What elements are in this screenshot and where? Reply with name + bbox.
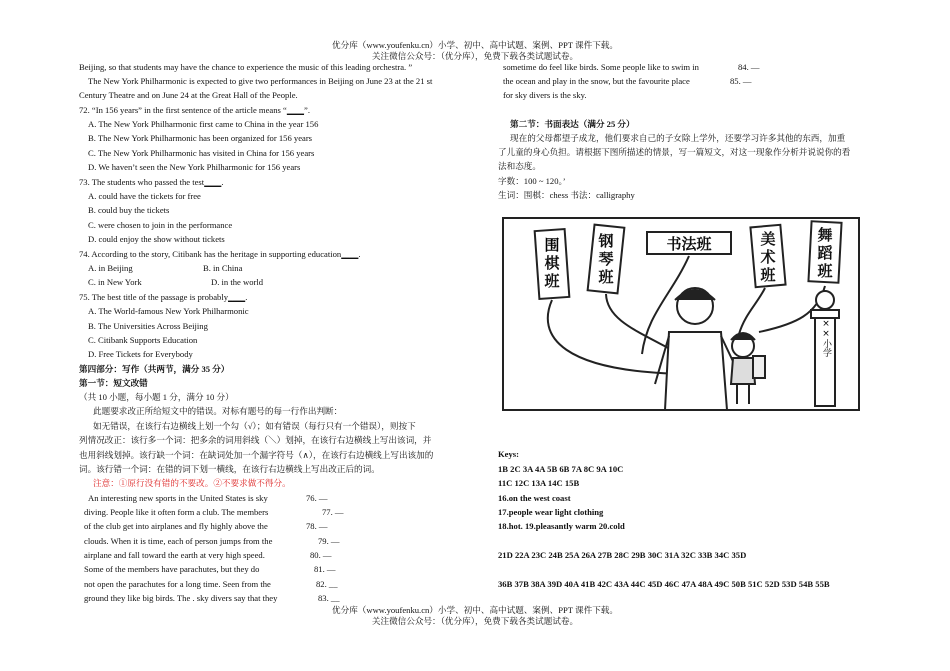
sign-piano-char3: 班 (598, 268, 614, 286)
option-75-d: D. Free Tickets for Everybody (88, 349, 193, 359)
essay-line: the ocean and play in the snow, but the favourite place (503, 76, 690, 86)
gate-cap (811, 310, 839, 318)
essay-answer-slot: 77. — (322, 507, 344, 517)
question-72-stem: 72. “In 156 years” in the first sentence of the article means “____”. (79, 105, 310, 115)
keys-line: 11C 12C 13A 14C 15B (498, 478, 580, 488)
child-backpack (753, 356, 765, 378)
gate-ornament (816, 291, 834, 309)
option-75-a: A. The World-famous New York Philharmonic (88, 306, 249, 316)
option-72-d: D. We haven’t seen the New York Philharmonic for 156 years (88, 162, 301, 172)
instruction-line: 如无错误，在该行右边横线上划一个勾（√）；如有错误（每行只有一个错误），则按下 (93, 421, 416, 431)
passage-line: Century Theatre and on June 24 at the Great Hall of the People. (79, 90, 298, 100)
essay-answer-slot: 84. — (738, 62, 760, 72)
essay-answer-slot: 76. — (306, 493, 328, 503)
child-body (731, 358, 755, 384)
option-73-c: C. were chosen to join in the performance (88, 220, 233, 230)
essay-line: for sky divers is the sky. (503, 90, 587, 100)
essay-line: of the club get into airplanes and fly highly above the (84, 521, 268, 531)
sign-piano-char2: 琴 (598, 250, 614, 268)
essay-answer-slot: 78. — (306, 521, 328, 531)
essay-line: ground they like big birds. The . sky divers say that they (84, 593, 278, 603)
section1-note: （共 10 小题，每小题 1 分，满分 10 分） (79, 392, 234, 402)
section1-heading: 第一节：短文改错 (79, 378, 148, 388)
passage-line: The New York Philharmonic is expected to give two performances in Beijing on June 23 at the 21 st (88, 76, 433, 86)
sign-art-char1: 美 (760, 230, 776, 248)
option-75-c: C. Citibank Supports Education (88, 335, 198, 345)
keys-line: 18.hot. 19.pleasantly warm 20.cold (498, 521, 625, 531)
note-line: 注意：①原行没有错的不要改。②不要求做不得分。 (93, 478, 291, 488)
school-name: ××小学 (821, 319, 831, 357)
sign-art-char3: 班 (760, 266, 776, 284)
sign-dance-char1: 舞 (817, 226, 833, 244)
sign-dance-char2: 蹈 (817, 244, 833, 262)
adult-hair (675, 290, 715, 300)
essay-answer-slot: 81. — (314, 564, 336, 574)
question-73-stem: 73. The students who passed the test____. (79, 177, 224, 187)
sign-chess-char: 围 (544, 236, 560, 254)
keys-line: 16.on the west coast (498, 493, 571, 503)
option-73-b: B. could buy the tickets (88, 205, 170, 215)
essay-answer-slot: 83. __ (318, 593, 340, 603)
passage-line: Beijing, so that students may have the chance to experience the music of this leading orchestra. ” (79, 62, 413, 72)
essay-line: sometime do feel like birds. Some people like to swim in (503, 62, 699, 72)
option-72-b: B. The New York Philharmonic has been organized for 156 years (88, 133, 313, 143)
essay-answer-slot: 82. __ (316, 579, 338, 589)
arrow-path (739, 288, 765, 334)
instruction-line: 列情况改正：该行多一个词：把多余的词用斜线（＼）划掉，在该行右边横线上写出该词，并 (79, 435, 432, 445)
option-75-b: B. The Universities Across Beijing (88, 321, 208, 331)
adult-body (665, 332, 727, 410)
cartoon-illustration (497, 214, 867, 414)
vocabulary: 生词：围棋：chess 书法：calligraphy (498, 190, 635, 200)
footer-line-1: 优分库（www.youfenku.cn）小学、初中、高中试题、案例、PPT 课件下载。 (332, 605, 618, 615)
sign-calligraphy-text: 书法班 (666, 235, 712, 253)
prompt-line: 法和态度。 (498, 161, 541, 171)
sign-piano-char1: 钢 (598, 232, 614, 250)
question-75-stem: 75. The best title of the passage is probably____. (79, 292, 248, 302)
essay-answer-slot: 79. — (318, 536, 340, 546)
sign-chess-char3: 班 (544, 272, 560, 290)
essay-line: diving. People like it often form a club. The members (84, 507, 269, 517)
word-count: 字数：100 ~ 120。’ (498, 176, 566, 186)
essay-line: clouds. When it is time, each of person jumps from the (84, 536, 273, 546)
keys-line: 36B 37B 38A 39D 40A 41B 42C 43A 44C 45D 46C 47A 48A 49C 50B 51C 52D 53D 54B 55B (498, 579, 830, 589)
option-73-d: D. could enjoy the show without tickets (88, 234, 225, 244)
essay-answer-slot: 85. — (730, 76, 752, 86)
prompt-line: 了儿童的身心负担。请根据下图所描述的情景，写一篇短文，对这一现象作分析并说说你的看 (498, 147, 851, 157)
header-line-1: 优分库（www.youfenku.cn）小学、初中、高中试题、案例、PPT 课件下载。 (332, 40, 618, 50)
footer-line-2: 关注微信公众号：（优分库），免费下载各类试题试卷。 (371, 616, 579, 626)
instruction-line: 也用斜线划掉。该行缺一个词：在缺词处加一个漏字符号（∧），在该行右边横线上写出该加的 (79, 450, 434, 460)
part4-heading: 第四部分：写作（共两节，满分 35 分） (79, 364, 230, 374)
prompt-line: 现在的父母都望子成龙，他们要求自己的子女除上学外，还要学习许多其他的东西，加重 (510, 133, 846, 143)
sign-art-char2: 术 (760, 248, 776, 266)
option-74-a: A. in Beijing (88, 263, 133, 273)
instruction-line: 词。该行错一个词：在错的词下划一横线，在该行右边横线上写出改正后的词。 (79, 464, 380, 474)
child-hair (731, 333, 755, 340)
essay-line: Some of the members have parachutes, but they do (84, 564, 260, 574)
essay-line: airplane and fall toward the earth at very high speed. (84, 550, 265, 560)
option-73-a: A. could have the tickets for free (88, 191, 201, 201)
sign-dance-char3: 班 (817, 262, 833, 280)
keys-line: 1B 2C 3A 4A 5B 6B 7A 8C 9A 10C (498, 464, 624, 474)
option-72-c: C. The New York Philharmonic has visited in China for 156 years (88, 148, 315, 158)
option-74-b: B. in China (203, 263, 243, 273)
keys-line: 21D 22A 23C 24B 25A 26A 27B 28C 29B 30C 31A 32C 33B 34C 35D (498, 550, 747, 560)
essay-line: An interesting new sports in the United States is sky (88, 493, 268, 503)
option-74-d: D. in the world (211, 277, 264, 287)
essay-line: not open the parachutes for a long time. Seen from the (84, 579, 271, 589)
section2-heading: 第二节：书面表达（满分 25 分） (510, 119, 635, 129)
keys-line: 17.people wear light clothing (498, 507, 604, 517)
option-74-c: C. in New York (88, 277, 142, 287)
sign-chess-char2: 棋 (544, 254, 560, 272)
question-74-stem: 74. According to the story, Citibank has the heritage in supporting education____. (79, 249, 361, 259)
option-72-a: A. The New York Philharmonic first came to China in the year 156 (88, 119, 319, 129)
header-line-2: 关注微信公众号：（优分库），免费下载各类试题试卷。 (371, 51, 579, 61)
instruction-line: 此题要求改正所给短文中的错误。对标有题号的每一行作出判断： (93, 406, 343, 416)
essay-answer-slot: 80. — (310, 550, 332, 560)
keys-title: Keys: (498, 449, 520, 459)
